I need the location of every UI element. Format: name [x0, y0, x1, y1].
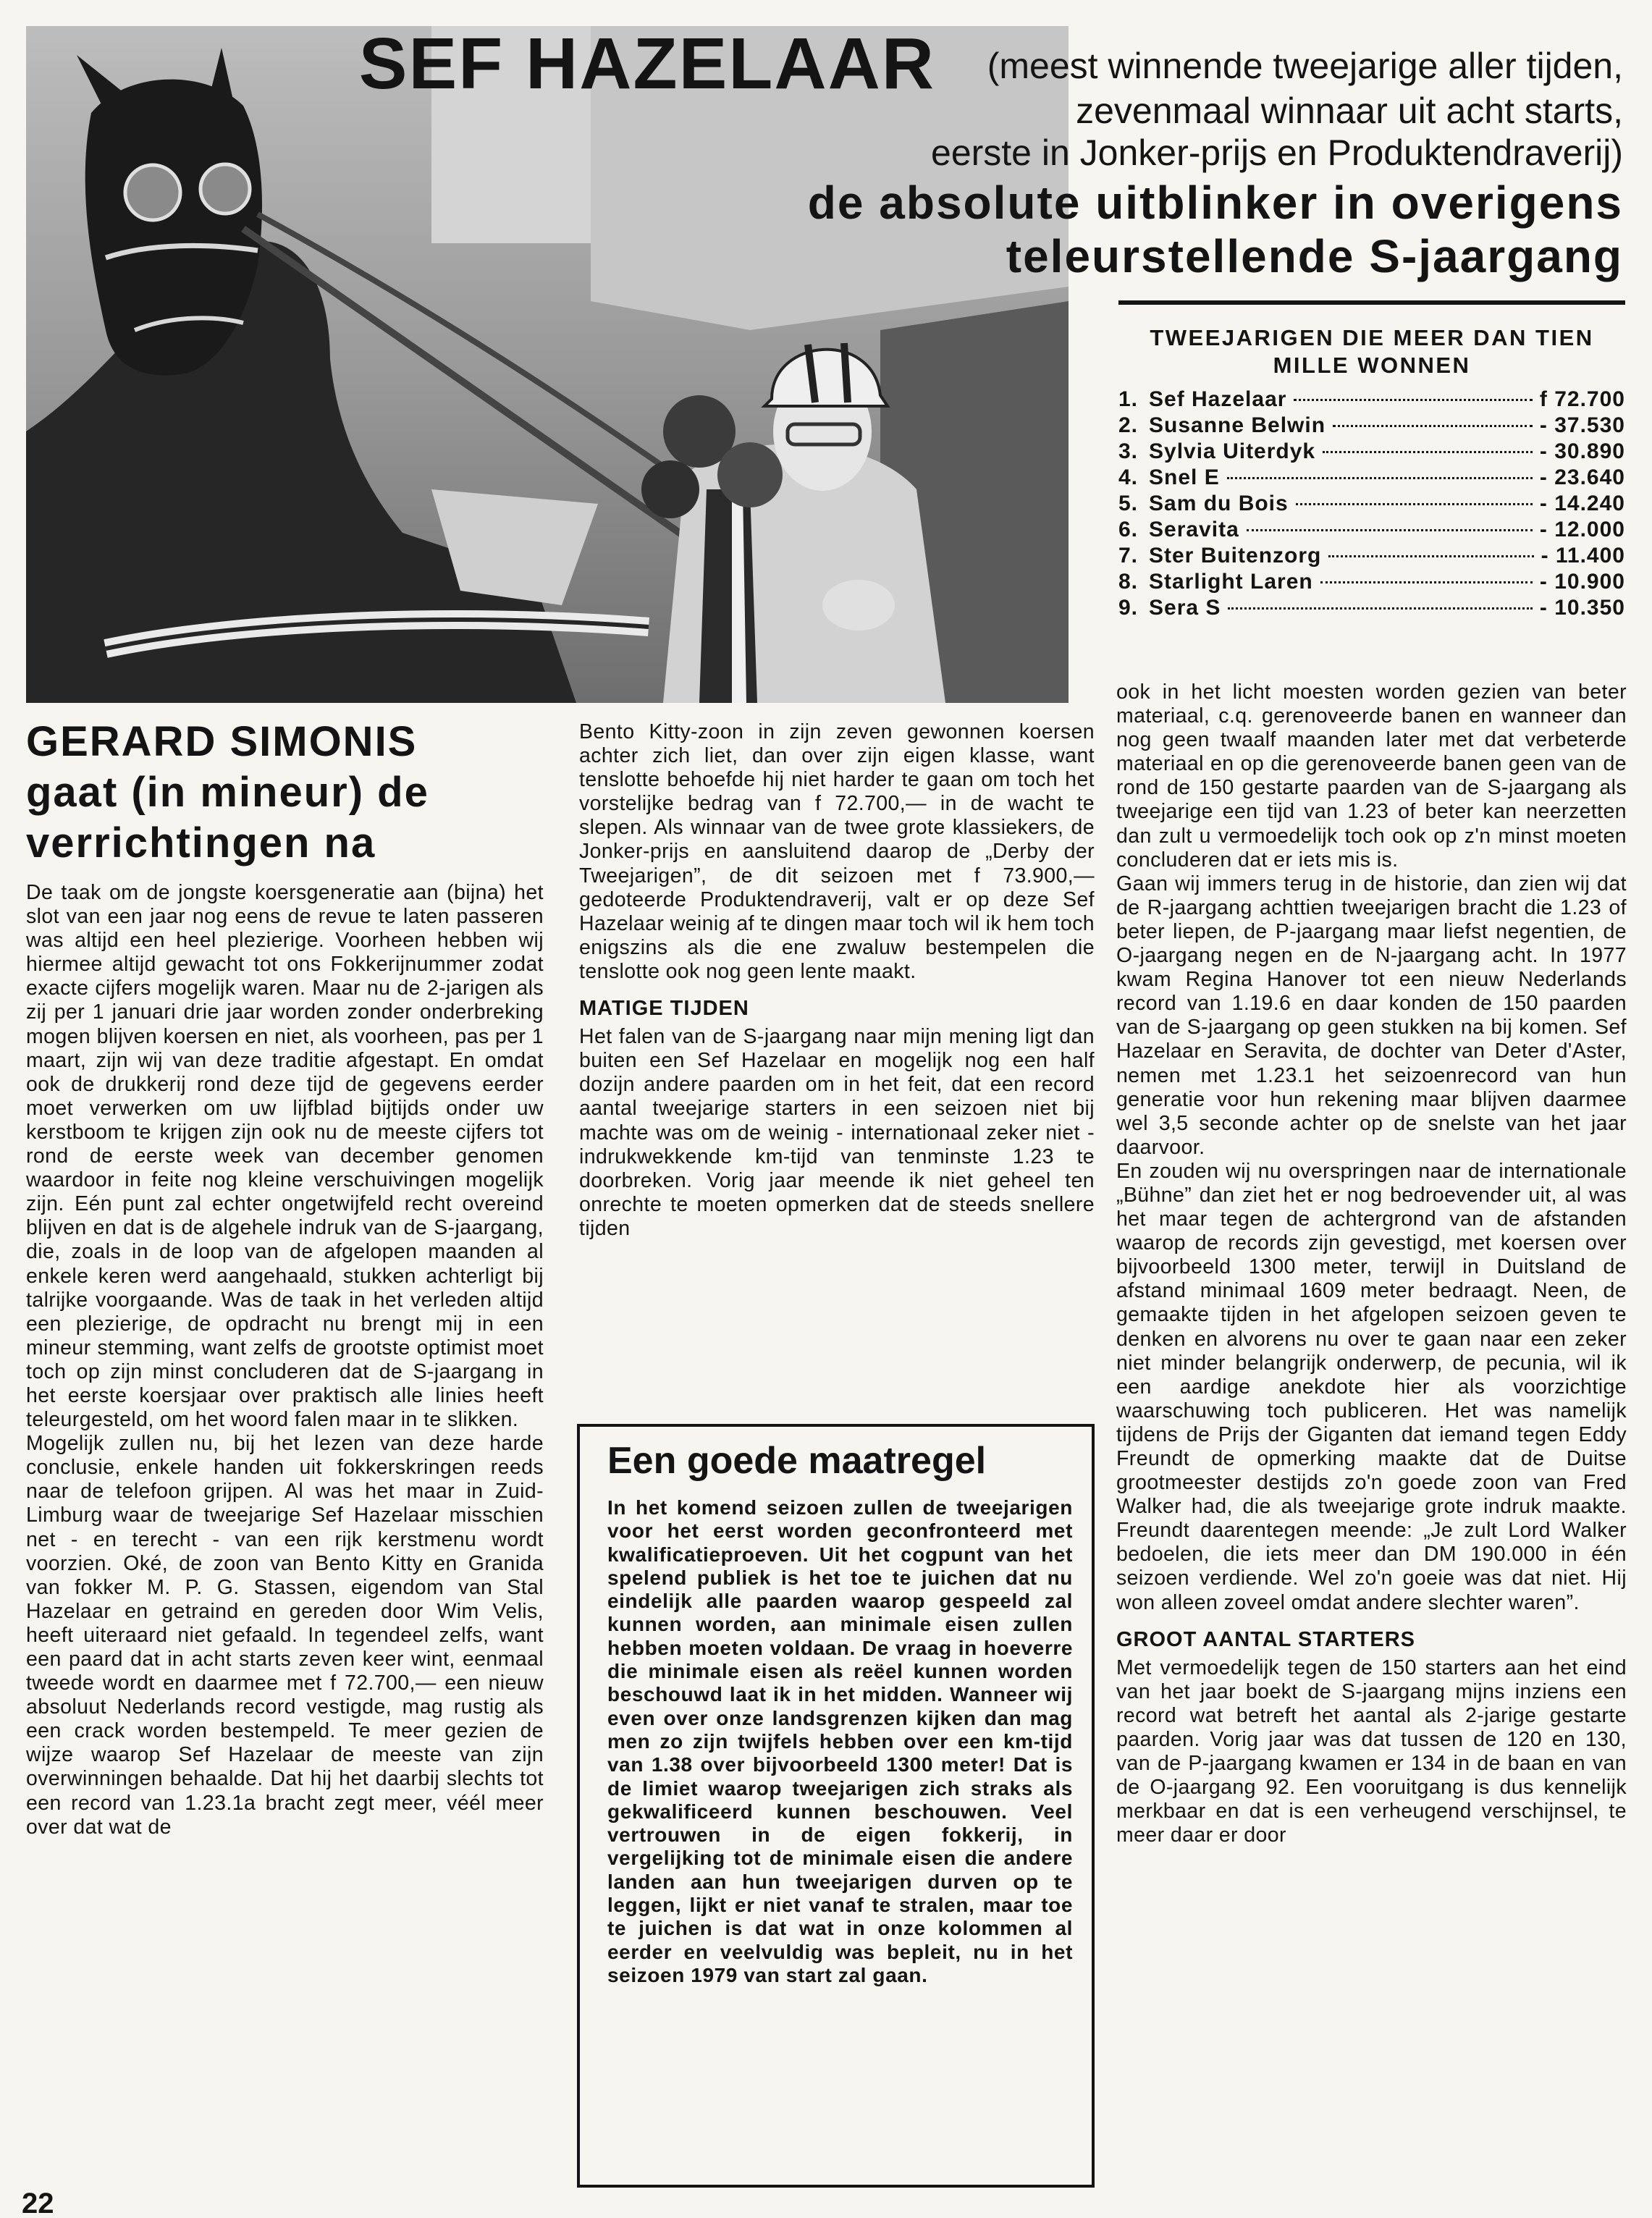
- photo-horse-driver: [26, 23, 1069, 703]
- ranking-number: 9.: [1118, 596, 1139, 620]
- ranking-horse-name: Snel E: [1149, 465, 1220, 489]
- ranking-row: [1118, 465, 1625, 492]
- headline-line-1: de absolute uitblinker in overigens: [807, 177, 1623, 229]
- ranking-amount: - 10.350: [1539, 596, 1625, 620]
- ranking-row: [1118, 544, 1625, 570]
- paragraph: Mogelijk zullen nu, bij het lezen van deze harde conclusie, enkele handen uit fokkerskringen reeds naar de telefoon grijpen. Al was het maar in Zuid-Limburg waar de tweejarige Sef Hazelaar misschien net - en terecht - van een rijk kerstmenu wordt voorzien. Oké, de zoon van Bento Kitty en Granida van fokker M. P. G. Stassen, eigendom van Stal Hazelaar en getraind en gereden door Wim Velis, heeft uiteraard niet gefaald. In tegendeel zelfs, want een paard dat in acht starts zeven keer wint, eenmaal tweede wordt en daarmee met f 72.700,— een nieuw absoluut Nederlands record vestigde, mag rustig als een crack worden bestempeld. Te meer gezien de wijze waarop Sef Hazelaar de meeste van zijn overwinningen behaalde. Dat hij het daarbij slechts tot een record van 1.23.1a bracht zegt meer, véél meer over dat wat de: [26, 1432, 544, 1839]
- leader-dots: [1247, 529, 1533, 531]
- ranking-number: 6.: [1118, 518, 1139, 541]
- article-author: GERARD SIMONIS: [26, 718, 418, 765]
- ranking-list: [1118, 387, 1625, 622]
- ranking-row: [1118, 492, 1625, 518]
- headline-name: SEF HAZELAAR: [358, 23, 935, 104]
- ranking-number: 4.: [1118, 465, 1139, 489]
- paragraph: De taak om de jongste koersgeneratie aan (bijna) het slot van een jaar nog eens de revue te laten passeren was altijd een heel plezierige. Voorheen hebben wij hiermee altijd gewacht tot ons Fokkerijnummer zodat exacte cijfers mogelijk waren. Maar nu de 2-jarigen als zij per 1 januari drie jaar worden zonder onderbreking mogen blijven koersen en niet, als voorheen, pas per 1 maart, zijn wij van deze traditie afgestapt. En omdat ook de drukkerij rond deze tijd de gegevens eerder moet verwerken om uw lijfblad bijtijds onder uw kerstboom te krijgen zijn ook nu de meeste cijfers tot rond de eerste week van december genomen waardoor in feite nog kleine verschuivingen mogelijk zijn. Eén punt zal echter ongetwijfeld recht overeind blijven en dat is de algehele indruk van de S-jaargang, die, zoals in de loop van de afgelopen maanden al enkele keren werd aangehaald, stukken achterligt bij talrijke voorgaande. Was de taak in het verleden altijd een plezierige, de opdracht nu brengt mij in een mineur stemming, want zelfs de grootste optimist moet toch op zijn minst concluderen dat de S-jaargang in het eerste koersjaar over praktisch alle linies heeft teleurgesteld, om het woord falen maar in te slikken.: [26, 881, 544, 1432]
- headline-subtitle-line-3: eerste in Jonker-prijs en Produktendraverij): [931, 132, 1623, 173]
- ranking-amount: - 11.400: [1541, 544, 1625, 568]
- ranking-row: [1118, 596, 1625, 622]
- inset-box: [577, 1424, 1095, 2188]
- ranking-number: 3.: [1118, 439, 1139, 463]
- ranking-amount: - 23.640: [1539, 465, 1625, 489]
- leader-dots: [1294, 399, 1532, 401]
- ranking-horse-name: Seravita: [1149, 518, 1239, 541]
- leader-dots: [1320, 581, 1533, 583]
- leader-dots: [1323, 451, 1533, 453]
- subheading-matige-tijden: MATIGE TIJDEN: [579, 997, 749, 1021]
- ranking-horse-name: Sef Hazelaar: [1149, 387, 1287, 411]
- ranking-amount: - 12.000: [1539, 518, 1625, 541]
- ranking-rule: [1118, 300, 1625, 305]
- ranking-row: [1118, 387, 1625, 413]
- article-heading-line-2: gaat (in mineur) de: [26, 769, 429, 816]
- ranking-amount: - 10.900: [1539, 570, 1625, 594]
- article-column-1: [26, 881, 544, 1839]
- ranking-horse-name: Sylvia Uiterdyk: [1149, 439, 1316, 463]
- leader-dots: [1227, 477, 1533, 479]
- ranking-title-line-2: MILLE WONNEN: [1273, 353, 1471, 378]
- article-column-3: [1116, 680, 1627, 1848]
- leader-dots: [1333, 425, 1533, 427]
- ranking-horse-name: Sera S: [1149, 596, 1221, 620]
- leader-dots: [1328, 555, 1533, 557]
- article-heading-line-3: verrichtingen na: [26, 819, 376, 866]
- headline-subtitle-line-2: zevenmaal winnaar uit acht starts,: [1076, 90, 1623, 131]
- ranking-amount: - 37.530: [1539, 413, 1625, 437]
- ranking-amount: - 30.890: [1539, 439, 1625, 463]
- ranking-row: [1118, 439, 1625, 465]
- headline-line-2: teleurstellende S-jaargang: [1006, 230, 1623, 282]
- paragraph: Gaan wij immers terug in de historie, dan zien wij dat de R-jaargang achttien tweejarigen bracht die 1.23 of beter liepen, de P-jaargang maar liefst negentien, de O-jaargang negen en de N-jaargang acht. In 1977 kwam Regina Hanover tot een nieuw Nederlands record van 1.19.6 en daar konden de 150 paarden van de S-jaargang op geen stukken na bij komen. Sef Hazelaar en Seravita, de dochter van Deter d'Aster, nemen met 1.23.1 het seizoenrecord van hun generatie voor hun rekening maar blijven daarmee wel 3,5 seconde achter op de snelste van het jaar daarvoor.: [1116, 872, 1627, 1159]
- article-column-2: [579, 720, 1095, 1241]
- ranking-number: 7.: [1118, 544, 1139, 568]
- ranking-horse-name: Sam du Bois: [1149, 492, 1289, 515]
- paragraph: Het falen van de S-jaargang naar mijn mening ligt dan buiten een Sef Hazelaar en mogelijk nog een half dozijn andere paarden om in het feit, dat een record aantal tweejarige starters in een seizoen niet bij machte was om de weinig - internationaal zeker niet - indrukwekkende km-tijd van tenminste 1.23 te doorbreken. Vorig jaar meende ik niet geheel ten onrechte te moeten opmerken dat de steeds snellere tijden: [579, 1025, 1095, 1240]
- ranking-row: [1118, 518, 1625, 544]
- ranking-number: 8.: [1118, 570, 1139, 594]
- paragraph: ook in het licht moesten worden gezien van beter materiaal, c.q. gerenoveerde banen en wanneer dan nog geen twaalf maanden later met dat verbeterde materiaal en op die gerenoveerde banen geen van de rond de 150 gestarte paarden van de S-jaargang als tweejarige een tijd van 1.23 of beter kan neerzetten dan zult u vermoedelijk toch ook op z'n minst moeten concluderen dat er iets mis is.: [1116, 680, 1627, 872]
- headline-subtitle-line-1: (meest winnende tweejarige aller tijden,: [987, 46, 1623, 86]
- paragraph: En zouden wij nu overspringen naar de internationale „Bühne” dan ziet het er nog bedroevender uit, al was het maar tegen de achtergrond van de afstanden waarop de records zijn gevestigd, met koersen over bijvoorbeeld 1300 meter, terwijl in Duitsland de afstand minimaal 1609 meter bedraagt. Neen, de gemaakte tijden in het afgelopen seizoen geven te denken en alvorens nu over te gaan naar een zeker niet minder belangrijk onderwerp, de pecunia, wil ik een aardige anekdote hier als voorzichtige waarschuwing toch publiceren. Het was namelijk tijdens de Prijs der Giganten dat iemand tegen Eddy Freundt de opmerking maakte dat de Duitse grootmeester destijds zo'n goede zoon van Fred Walker had, die als tweejarige grote indruk maakte. Freundt daarentegen meende: „Je zult Lord Walker bedoelen, die iets meer dan DM 190.000 in één seizoen verdiende. Wel zo'n goeie was dat niet. Hij won alleen zoveel omdat andere slechter waren”.: [1116, 1159, 1627, 1614]
- ranking-horse-name: Susanne Belwin: [1149, 413, 1326, 437]
- ranking-horse-name: Starlight Laren: [1149, 570, 1313, 594]
- page-number: 22: [22, 2188, 54, 2218]
- article-heading: [26, 717, 429, 869]
- paragraph: Bento Kitty-zoon in zijn zeven gewonnen koersen achter zich liet, dan over zijn eigen klasse, want tenslotte behoefde hij niet harder te gaan om toch het vorstelijke bedrag van f 72.700,— in de wacht te slepen. Als winnaar van de twee grote klassiekers, de Jonker-prijs en aansluitend daarop de „Derby der Tweejarigen”, de dit seizoen met f 73.900,— gedoteerde Produktendraverij, valt er op deze Sef Hazelaar weinig af te dingen maar toch wil ik hem toch enigszins als die ene zwaluw bestempelen die tenslotte ook nog geen lente maakt.: [579, 720, 1095, 983]
- ranking-amount: - 14.240: [1539, 492, 1625, 515]
- ranking-title: [1118, 324, 1625, 379]
- ranking-number: 5.: [1118, 492, 1139, 515]
- ranking-title-line-1: TWEEJARIGEN DIE MEER DAN TIEN: [1150, 325, 1594, 350]
- inset-box-title: Een goede maatregel: [607, 1440, 987, 1482]
- subheading-groot-aantal-starters: GROOT AANTAL STARTERS: [1116, 1627, 1416, 1651]
- leader-dots: [1228, 607, 1533, 610]
- ranking-horse-name: Ster Buitenzorg: [1149, 544, 1322, 568]
- paragraph: Met vermoedelijk tegen de 150 starters aan het eind van het jaar boekt de S-jaargang mijns inziens een record wat betreft het aantal als 2-jarige gestarte paarden. Vorig jaar was dat tussen de 120 en 130, van de P-jaargang kwamen er 134 in de baan en van de O-jaargang 92. Een vooruitgang is dus kennelijk merkbaar en dat is een verheugend verschijnsel, te meer daar er door: [1116, 1656, 1627, 1847]
- ranking-number: 1.: [1118, 387, 1139, 411]
- ranking-row: [1118, 413, 1625, 439]
- ranking-amount: f 72.700: [1539, 387, 1625, 411]
- leader-dots: [1296, 503, 1533, 505]
- ranking-number: 2.: [1118, 413, 1139, 437]
- inset-box-text: In het komend seizoen zullen de tweejarigen voor het eerst worden geconfronteerd met kwalificatieproeven. Uit het cogpunt van het spelend publiek is het toe te juichen dat nu eindelijk alle paarden waarop gespeeld zal kunnen worden, aan minimale eisen zullen hebben moeten voldaan. De vraag in hoeverre die minimale eisen als reëel kunnen worden beschouwd laat ik in het midden. Wanneer wij even over onze landsgrenzen kijken dan mag men zo zijn twijfels hebben over een km-tijd van 1.38 over bijvoorbeeld 1300 meter! Dat is de limiet waarop tweejarigen zich straks als gekwalificeerd kunnen beschouwen. Veel vertrouwen in de eigen fokkerij, in vergelijking tot de minimale eisen die andere landen aan hun tweejarigen durven op te leggen, lijkt er niet vanaf te stralen, maar toe te juichen is dat wat in onze kolommen al eerder en veelvuldig was bepleit, nu in het seizoen 1979 van start zal gaan.: [607, 1496, 1073, 1986]
- ranking-row: [1118, 570, 1625, 596]
